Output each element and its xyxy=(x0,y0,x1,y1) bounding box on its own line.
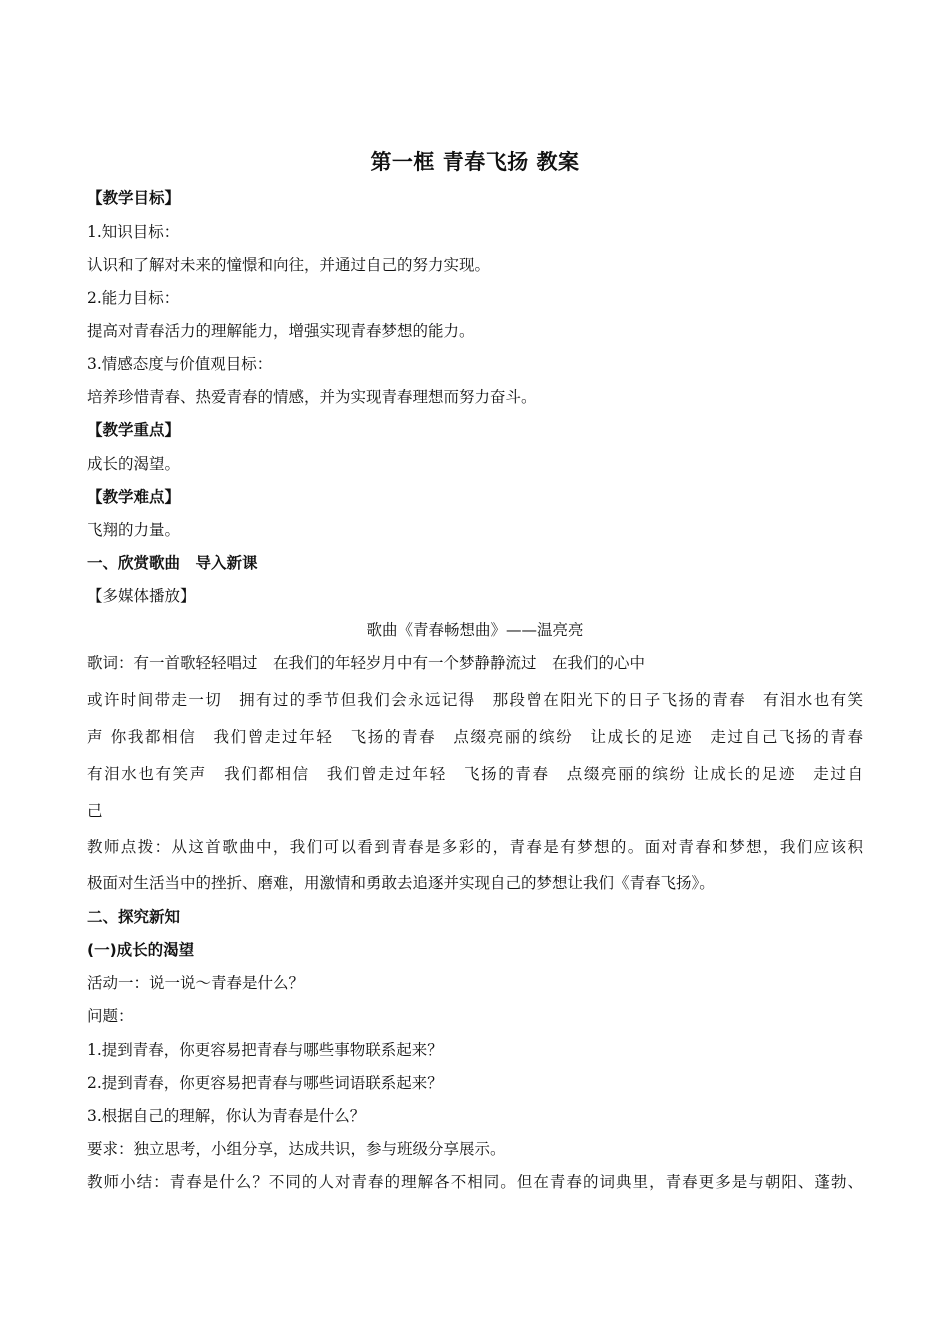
section-heading: 【教学重点】 xyxy=(87,421,181,439)
subsection-heading: (一)成长的渴望 xyxy=(87,941,195,959)
paragraph-line: 成长的渴望。 xyxy=(87,455,181,473)
paragraph-line: 认识和了解对未来的憧憬和向往，并通过自己的努力实现。 xyxy=(87,256,491,274)
paragraph-line: 1.知识目标： xyxy=(87,223,180,241)
lyrics-line: 声 你我都相信 我们曾走过年轻 飞扬的青春 点缀亮丽的缤纷 让成长的足迹 走过自己飞扬的青春 xyxy=(87,728,863,746)
lyrics-line: 己 xyxy=(87,802,103,820)
paragraph-line: 提高对青春活力的理解能力，增强实现青春梦想的能力。 xyxy=(87,322,475,340)
paragraph-line: 2.提到青春，你更容易把青春与哪些词语联系起来？ xyxy=(87,1074,443,1092)
lyrics-line: 歌词：有一首歌轻轻唱过 在我们的年轻岁月中有一个梦静静流过 在我们的心中 xyxy=(87,654,646,672)
paragraph-line: 培养珍惜青春、热爱青春的情感，并为实现青春理想而努力奋斗。 xyxy=(87,388,537,406)
section-heading: 【教学目标】 xyxy=(87,189,181,207)
paragraph-line: 飞翔的力量。 xyxy=(87,521,181,539)
document-title: 第一框 青春飞扬 教案 xyxy=(370,150,580,174)
paragraph-line: 2.能力目标： xyxy=(87,289,180,307)
paragraph-line: 【多媒体播放】 xyxy=(87,587,196,605)
paragraph-line: 1.提到青春，你更容易把青春与哪些事物联系起来？ xyxy=(87,1041,443,1059)
paragraph-line: 要求：独立思考，小组分享，达成共识，参与班级分享展示。 xyxy=(87,1140,506,1158)
paragraph-line: 3.情感态度与价值观目标： xyxy=(87,355,273,373)
paragraph-line: 教师小结：青春是什么？不同的人对青春的理解各不相同。但在青春的词典里，青春更多是与朝阳、蓬勃、 xyxy=(87,1173,863,1191)
section-heading: 【教学难点】 xyxy=(87,488,181,506)
song-caption: 歌曲《青春畅想曲》——温亮亮 xyxy=(366,621,584,639)
section-heading: 一、欣赏歌曲 导入新课 xyxy=(87,554,258,572)
paragraph-line: 活动一：说一说～青春是什么？ xyxy=(87,974,305,992)
paragraph-line: 极面对生活当中的挫折、磨难，用激情和勇敢去追逐并实现自己的梦想让我们《青春飞扬》。 xyxy=(87,874,715,892)
paragraph-line: 教师点拨：从这首歌曲中，我们可以看到青春是多彩的，青春是有梦想的。面对青春和梦想，我们应该积 xyxy=(87,838,863,856)
section-heading: 二、探究新知 xyxy=(87,908,181,926)
lyrics-line: 有泪水也有笑声 我们都相信 我们曾走过年轻 飞扬的青春 点缀亮丽的缤纷 让成长的足迹 走过自 xyxy=(87,765,863,783)
paragraph-line: 3.根据自己的理解，你认为青春是什么？ xyxy=(87,1107,366,1125)
paragraph-line: 问题： xyxy=(87,1007,134,1025)
lyrics-line: 或许时间带走一切 拥有过的季节但我们会永远记得 那段曾在阳光下的日子飞扬的青春 有泪水也有笑 xyxy=(87,691,863,709)
